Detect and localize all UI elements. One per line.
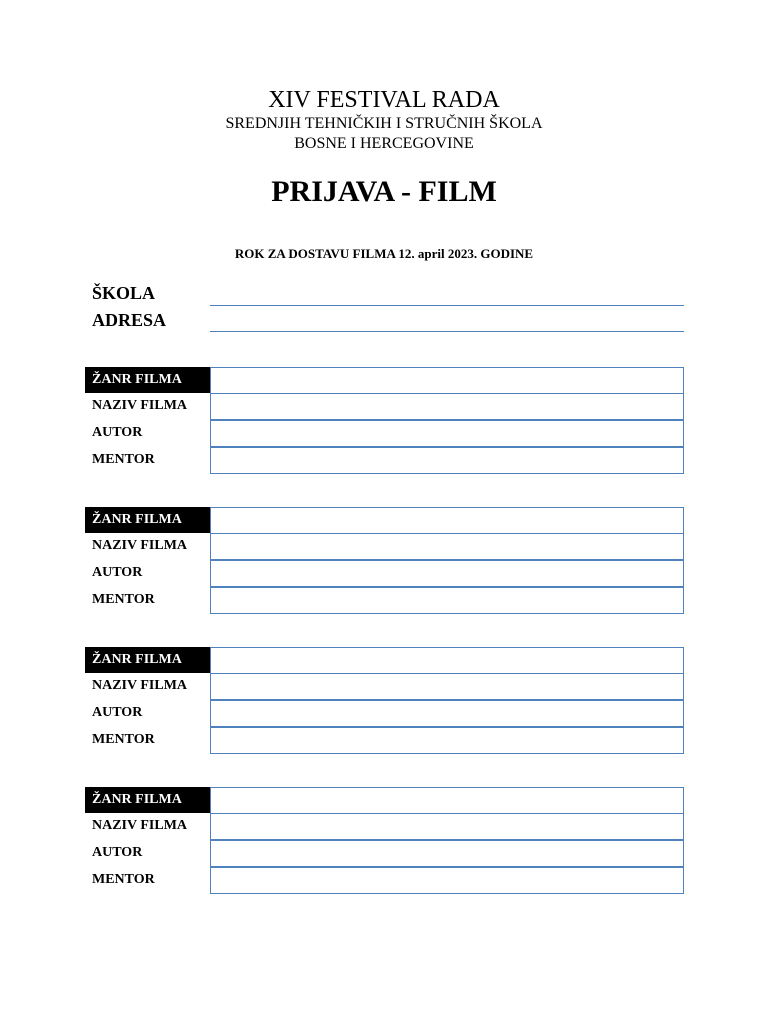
- entry-row-author: [85, 560, 684, 586]
- address-label: ADRESA: [92, 310, 167, 330]
- entry-row-mentor: [85, 727, 684, 753]
- entry-row-genre: [85, 367, 684, 393]
- entry-row-genre: [85, 787, 684, 813]
- entry-row-title: [85, 813, 684, 839]
- entry-row-title: [85, 673, 684, 699]
- author-label: AUTOR: [92, 845, 143, 860]
- mentor-field[interactable]: [210, 727, 684, 754]
- film-entry-1: [85, 367, 684, 474]
- film-title-field[interactable]: [210, 393, 684, 420]
- film-entry-2: [85, 507, 684, 614]
- mentor-label: MENTOR: [92, 872, 155, 887]
- genre-label: ŽANR FILMA: [85, 507, 210, 533]
- festival-title: XIV FESTIVAL RADA: [268, 87, 500, 113]
- author-field[interactable]: [210, 560, 684, 587]
- genre-label: ŽANR FILMA: [85, 647, 210, 673]
- mentor-field[interactable]: [210, 587, 684, 614]
- mentor-label: MENTOR: [92, 452, 155, 467]
- author-label: AUTOR: [92, 425, 143, 440]
- mentor-field[interactable]: [210, 867, 684, 894]
- entry-row-mentor: [85, 587, 684, 613]
- school-field[interactable]: [210, 305, 684, 306]
- entry-row-title: [85, 533, 684, 559]
- entry-row-title: [85, 393, 684, 419]
- film-title-field[interactable]: [210, 533, 684, 560]
- form-title: PRIJAVA - FILM: [271, 175, 497, 208]
- entry-row-genre: [85, 507, 684, 533]
- film-title-label: NAZIV FILMA: [92, 538, 188, 553]
- deadline-notice: ROK ZA DOSTAVU FILMA 12. april 2023. GODINE: [234, 246, 534, 261]
- mentor-label: MENTOR: [92, 592, 155, 607]
- entry-row-author: [85, 700, 684, 726]
- author-field[interactable]: [210, 840, 684, 867]
- author-label: AUTOR: [92, 705, 143, 720]
- genre-field[interactable]: [210, 787, 684, 814]
- address-field[interactable]: [210, 331, 684, 332]
- entry-row-genre: [85, 647, 684, 673]
- film-title-label: NAZIV FILMA: [92, 678, 188, 693]
- genre-field[interactable]: [210, 367, 684, 394]
- genre-label: ŽANR FILMA: [85, 787, 210, 813]
- film-entry-4: [85, 787, 684, 894]
- school-label: ŠKOLA: [92, 283, 156, 303]
- entry-row-author: [85, 840, 684, 866]
- genre-field[interactable]: [210, 647, 684, 674]
- genre-label: ŽANR FILMA: [85, 367, 210, 393]
- film-title-field[interactable]: [210, 673, 684, 700]
- author-field[interactable]: [210, 420, 684, 447]
- author-field[interactable]: [210, 700, 684, 727]
- author-label: AUTOR: [92, 565, 143, 580]
- film-title-field[interactable]: [210, 813, 684, 840]
- film-title-label: NAZIV FILMA: [92, 818, 188, 833]
- entry-row-mentor: [85, 867, 684, 893]
- mentor-label: MENTOR: [92, 732, 155, 747]
- genre-field[interactable]: [210, 507, 684, 534]
- film-title-label: NAZIV FILMA: [92, 398, 188, 413]
- film-entry-3: [85, 647, 684, 754]
- entry-row-mentor: [85, 447, 684, 473]
- festival-subtitle-schools: SREDNJIH TEHNIČKIH I STRUČNIH ŠKOLA: [225, 115, 543, 132]
- entry-row-author: [85, 420, 684, 446]
- festival-subtitle-region: BOSNE I HERCEGOVINE: [294, 135, 474, 152]
- mentor-field[interactable]: [210, 447, 684, 474]
